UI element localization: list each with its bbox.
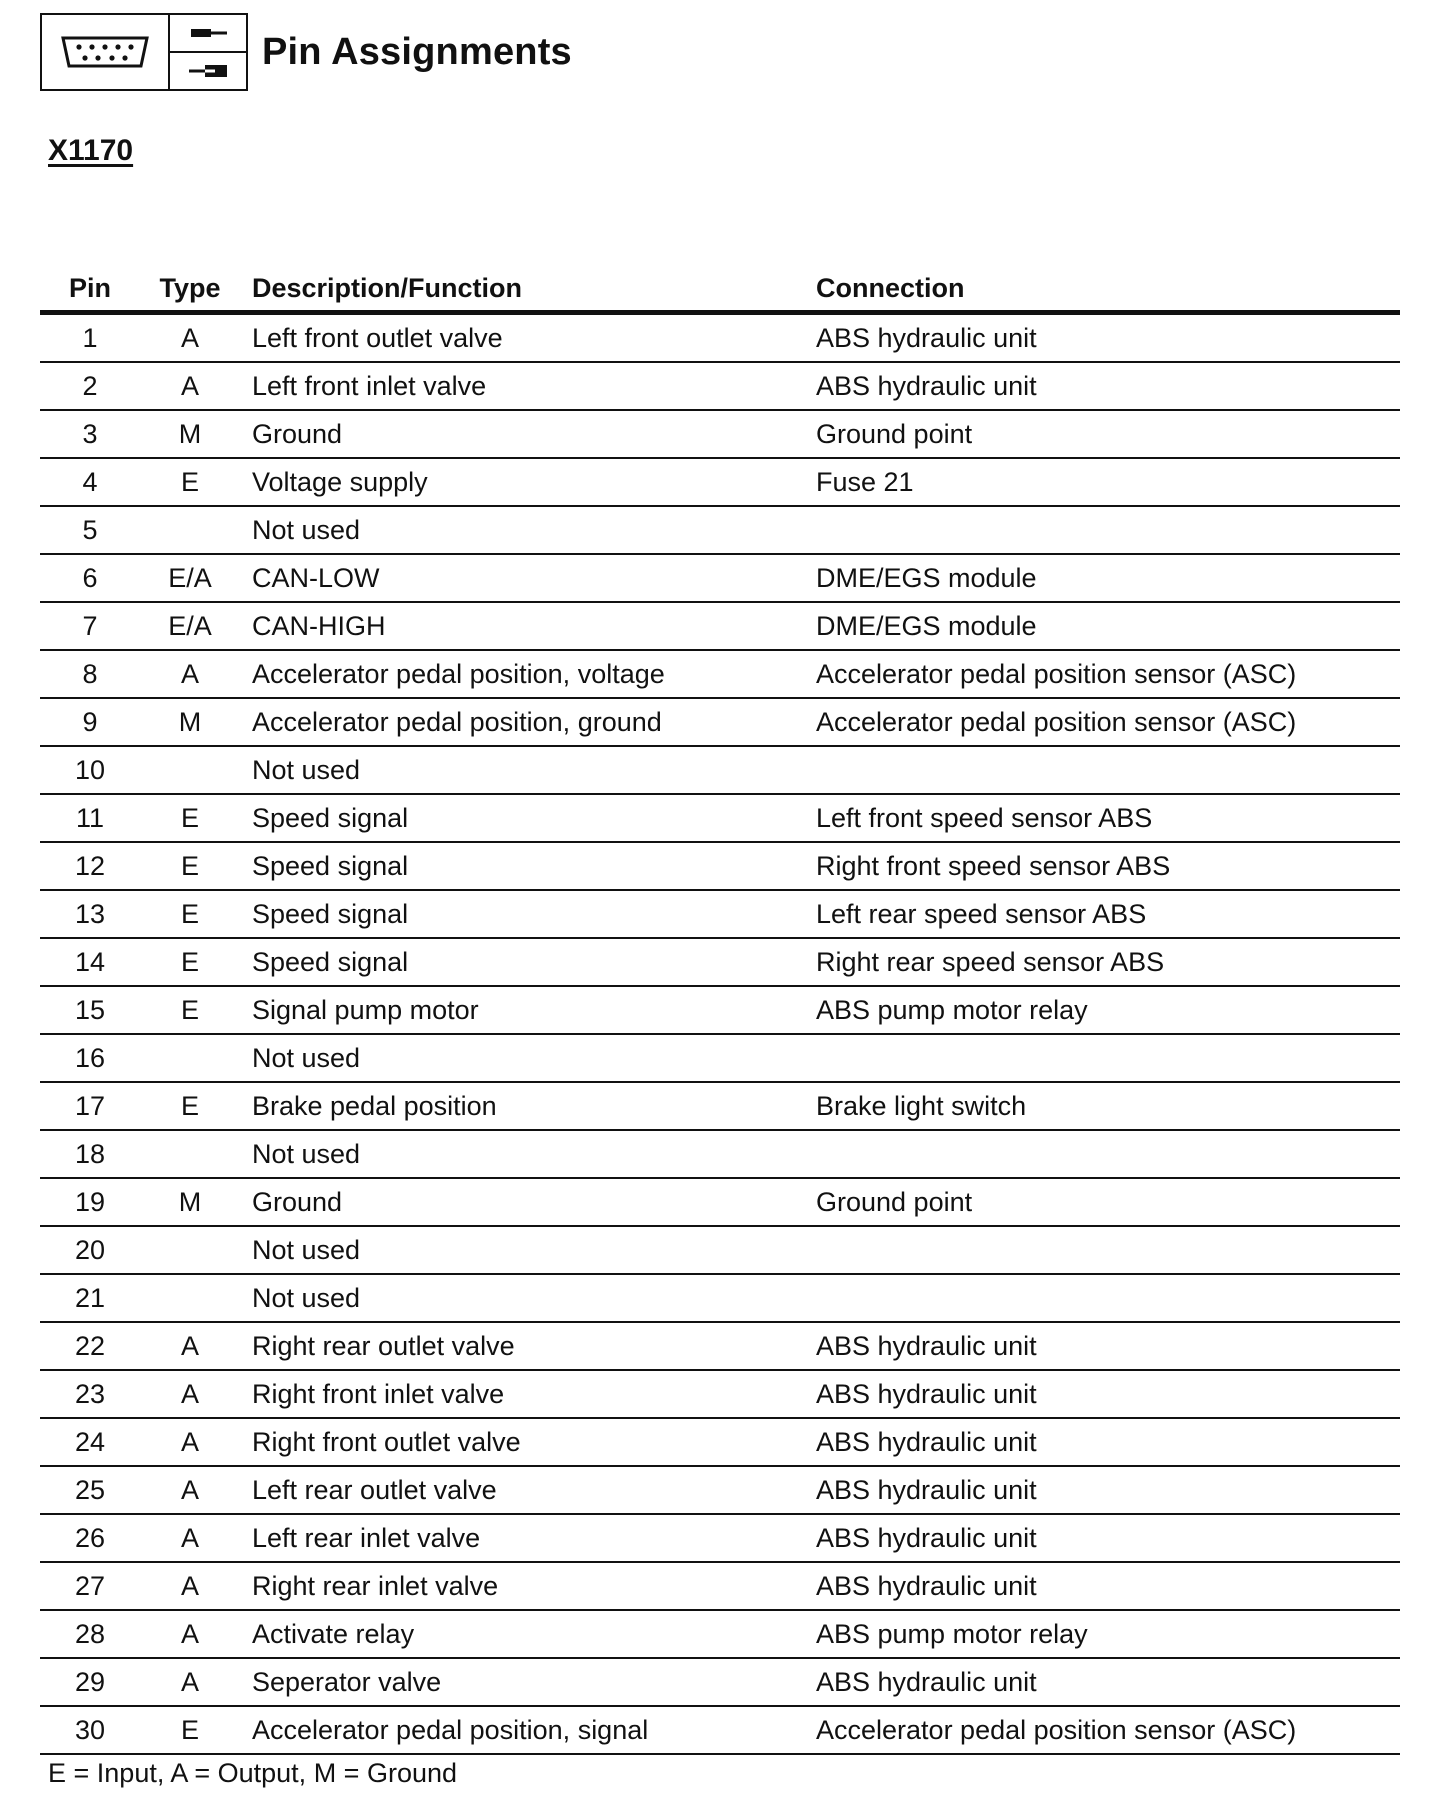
connection-cell: Left rear speed sensor ABS — [816, 898, 1147, 929]
table-row — [40, 987, 1400, 1035]
pin-cell: 9 — [82, 706, 98, 737]
table-row — [40, 1035, 1400, 1083]
table-row — [40, 1563, 1400, 1611]
type-cell: M — [178, 1186, 202, 1217]
description-cell: Brake pedal position — [252, 1090, 497, 1121]
type-cell: A — [180, 658, 199, 689]
pin-cell: 1 — [82, 322, 98, 353]
description-cell: CAN-LOW — [252, 562, 380, 593]
table-row — [40, 1419, 1400, 1467]
type-cell: E — [180, 850, 199, 881]
connection-cell: ABS hydraulic unit — [816, 370, 1037, 401]
connection-cell: Fuse 21 — [816, 466, 914, 497]
description-cell: Signal pump motor — [252, 994, 479, 1025]
pin-cell: 22 — [74, 1330, 106, 1361]
type-cell: A — [180, 1426, 199, 1457]
description-cell: Not used — [252, 1282, 361, 1313]
description-cell: Speed signal — [252, 946, 409, 977]
description-cell: Voltage supply — [252, 466, 428, 497]
connection-cell: Accelerator pedal position sensor (ASC) — [816, 658, 1297, 689]
pin-socket-icon — [170, 53, 246, 89]
pin-cell: 11 — [75, 802, 105, 833]
description-cell: Accelerator pedal position, voltage — [252, 658, 665, 689]
table-row — [40, 843, 1400, 891]
table-row — [40, 1179, 1400, 1227]
type-cell: E — [180, 466, 199, 497]
table-header — [40, 258, 1400, 315]
type-cell: M — [178, 418, 202, 449]
description-cell: Right rear inlet valve — [252, 1570, 499, 1601]
description-cell: CAN-HIGH — [252, 610, 386, 641]
pin-cell: 2 — [82, 370, 98, 401]
type-cell: A — [180, 322, 199, 353]
type-cell: A — [180, 1666, 199, 1697]
pin-cell: 10 — [74, 754, 106, 785]
pin-cell: 23 — [74, 1378, 106, 1409]
pin-cell: 27 — [74, 1570, 106, 1601]
description-cell: Speed signal — [252, 898, 409, 929]
pin-cell: 8 — [82, 658, 98, 689]
pin-cell: 25 — [74, 1474, 106, 1505]
pin-cell: 15 — [74, 994, 106, 1025]
col-header-pin: Pin — [68, 273, 111, 303]
pin-cell: 18 — [74, 1138, 106, 1169]
pin-table — [40, 258, 1400, 1755]
table-row — [40, 1611, 1400, 1659]
pin-cell: 6 — [82, 562, 98, 593]
table-row — [40, 1707, 1400, 1755]
type-cell: E/A — [168, 610, 212, 641]
description-cell: Accelerator pedal position, ground — [252, 706, 662, 737]
table-row — [40, 603, 1400, 651]
pin-cell: 29 — [74, 1666, 106, 1697]
table-row — [40, 1227, 1400, 1275]
col-header-description: Description/Function — [252, 273, 522, 303]
description-cell: Ground — [252, 1186, 343, 1217]
description-cell: Ground — [252, 418, 343, 449]
description-cell: Left rear outlet valve — [252, 1474, 497, 1505]
page-header — [40, 12, 572, 92]
table-row — [40, 1371, 1400, 1419]
table-row — [40, 315, 1400, 363]
table-row — [40, 555, 1400, 603]
table-row — [40, 507, 1400, 555]
type-legend: E = Input, A = Output, M = Ground — [48, 1758, 458, 1788]
type-cell: A — [180, 370, 199, 401]
connection-cell: Accelerator pedal position sensor (ASC) — [816, 1714, 1297, 1745]
col-header-connection: Connection — [816, 273, 965, 303]
table-row — [40, 891, 1400, 939]
connection-cell: ABS hydraulic unit — [816, 1570, 1037, 1601]
type-cell: E — [180, 1714, 199, 1745]
type-cell: E — [180, 802, 199, 833]
table-row — [40, 795, 1400, 843]
type-cell: A — [180, 1522, 199, 1553]
description-cell: Accelerator pedal position, signal — [252, 1714, 649, 1745]
connection-cell: Ground point — [816, 1186, 973, 1217]
type-cell: A — [180, 1618, 199, 1649]
table-row — [40, 1659, 1400, 1707]
pin-cell: 4 — [82, 466, 98, 497]
pin-cell: 30 — [74, 1714, 106, 1745]
description-cell: Left rear inlet valve — [252, 1522, 481, 1553]
connection-cell: ABS hydraulic unit — [816, 322, 1037, 353]
connection-cell: DME/EGS module — [816, 562, 1037, 593]
connection-cell: ABS hydraulic unit — [816, 1378, 1037, 1409]
pin-cell: 28 — [74, 1618, 106, 1649]
description-cell: Not used — [252, 514, 361, 545]
table-row — [40, 747, 1400, 795]
connection-cell: ABS hydraulic unit — [816, 1426, 1037, 1457]
type-cell: E — [180, 898, 199, 929]
description-cell: Right front inlet valve — [252, 1378, 505, 1409]
connection-cell: ABS hydraulic unit — [816, 1522, 1037, 1553]
description-cell: Activate relay — [252, 1618, 415, 1649]
table-row — [40, 1083, 1400, 1131]
connection-cell: ABS hydraulic unit — [816, 1330, 1037, 1361]
table-row — [40, 1275, 1400, 1323]
connector-plug-icon — [40, 13, 248, 91]
type-cell: E — [180, 946, 199, 977]
type-cell: M — [178, 706, 202, 737]
connection-cell: ABS hydraulic unit — [816, 1666, 1037, 1697]
connector-face-icon — [42, 15, 170, 89]
table-row — [40, 411, 1400, 459]
table-row — [40, 1323, 1400, 1371]
table-row — [40, 651, 1400, 699]
description-cell: Right front outlet valve — [252, 1426, 521, 1457]
pin-cell: 3 — [82, 418, 98, 449]
type-cell: E — [180, 1090, 199, 1121]
connection-cell: Brake light switch — [816, 1090, 1027, 1121]
type-cell: A — [180, 1570, 199, 1601]
pin-cell: 13 — [74, 898, 106, 929]
table-row — [40, 459, 1400, 507]
type-cell: A — [180, 1474, 199, 1505]
type-cell: A — [180, 1330, 199, 1361]
table-row — [40, 699, 1400, 747]
description-cell: Not used — [252, 754, 361, 785]
connection-cell: DME/EGS module — [816, 610, 1037, 641]
connection-cell: Accelerator pedal position sensor (ASC) — [816, 706, 1297, 737]
description-cell: Not used — [252, 1138, 361, 1169]
description-cell: Right rear outlet valve — [252, 1330, 515, 1361]
table-row — [40, 1467, 1400, 1515]
page-title: Pin Assignments — [262, 30, 572, 73]
connection-cell: ABS pump motor relay — [816, 994, 1088, 1025]
description-cell: Left front outlet valve — [252, 322, 503, 353]
connection-cell: Right rear speed sensor ABS — [816, 946, 1165, 977]
pin-plug-icon — [170, 15, 246, 53]
description-cell: Speed signal — [252, 850, 409, 881]
description-cell: Not used — [252, 1042, 361, 1073]
connection-cell: Right front speed sensor ABS — [816, 850, 1171, 881]
pin-cell: 26 — [74, 1522, 106, 1553]
description-cell: Not used — [252, 1234, 361, 1265]
pin-cell: 7 — [82, 610, 98, 641]
table-row — [40, 1131, 1400, 1179]
pin-cell: 19 — [74, 1186, 106, 1217]
description-cell: Speed signal — [252, 802, 409, 833]
connector-id: X1170 — [48, 134, 134, 167]
type-cell: A — [180, 1378, 199, 1409]
connection-cell: Left front speed sensor ABS — [816, 802, 1153, 833]
pin-cell: 20 — [74, 1234, 106, 1265]
pin-cell: 5 — [82, 514, 98, 545]
pin-cell: 12 — [74, 850, 106, 881]
connection-cell: Ground point — [816, 418, 973, 449]
pin-cell: 24 — [74, 1426, 106, 1457]
type-cell: E — [180, 994, 199, 1025]
table-row — [40, 939, 1400, 987]
description-cell: Seperator valve — [252, 1666, 442, 1697]
connection-cell: ABS pump motor relay — [816, 1618, 1088, 1649]
pin-cell: 17 — [74, 1090, 106, 1121]
connection-cell: ABS hydraulic unit — [816, 1474, 1037, 1505]
col-header-type: Type — [159, 273, 221, 303]
pin-cell: 14 — [74, 946, 106, 977]
pin-cell: 21 — [74, 1282, 106, 1313]
description-cell: Left front inlet valve — [252, 370, 487, 401]
table-body — [40, 315, 1400, 1755]
table-row — [40, 363, 1400, 411]
table-row — [40, 1515, 1400, 1563]
pin-cell: 16 — [74, 1042, 106, 1073]
type-cell: E/A — [168, 562, 212, 593]
